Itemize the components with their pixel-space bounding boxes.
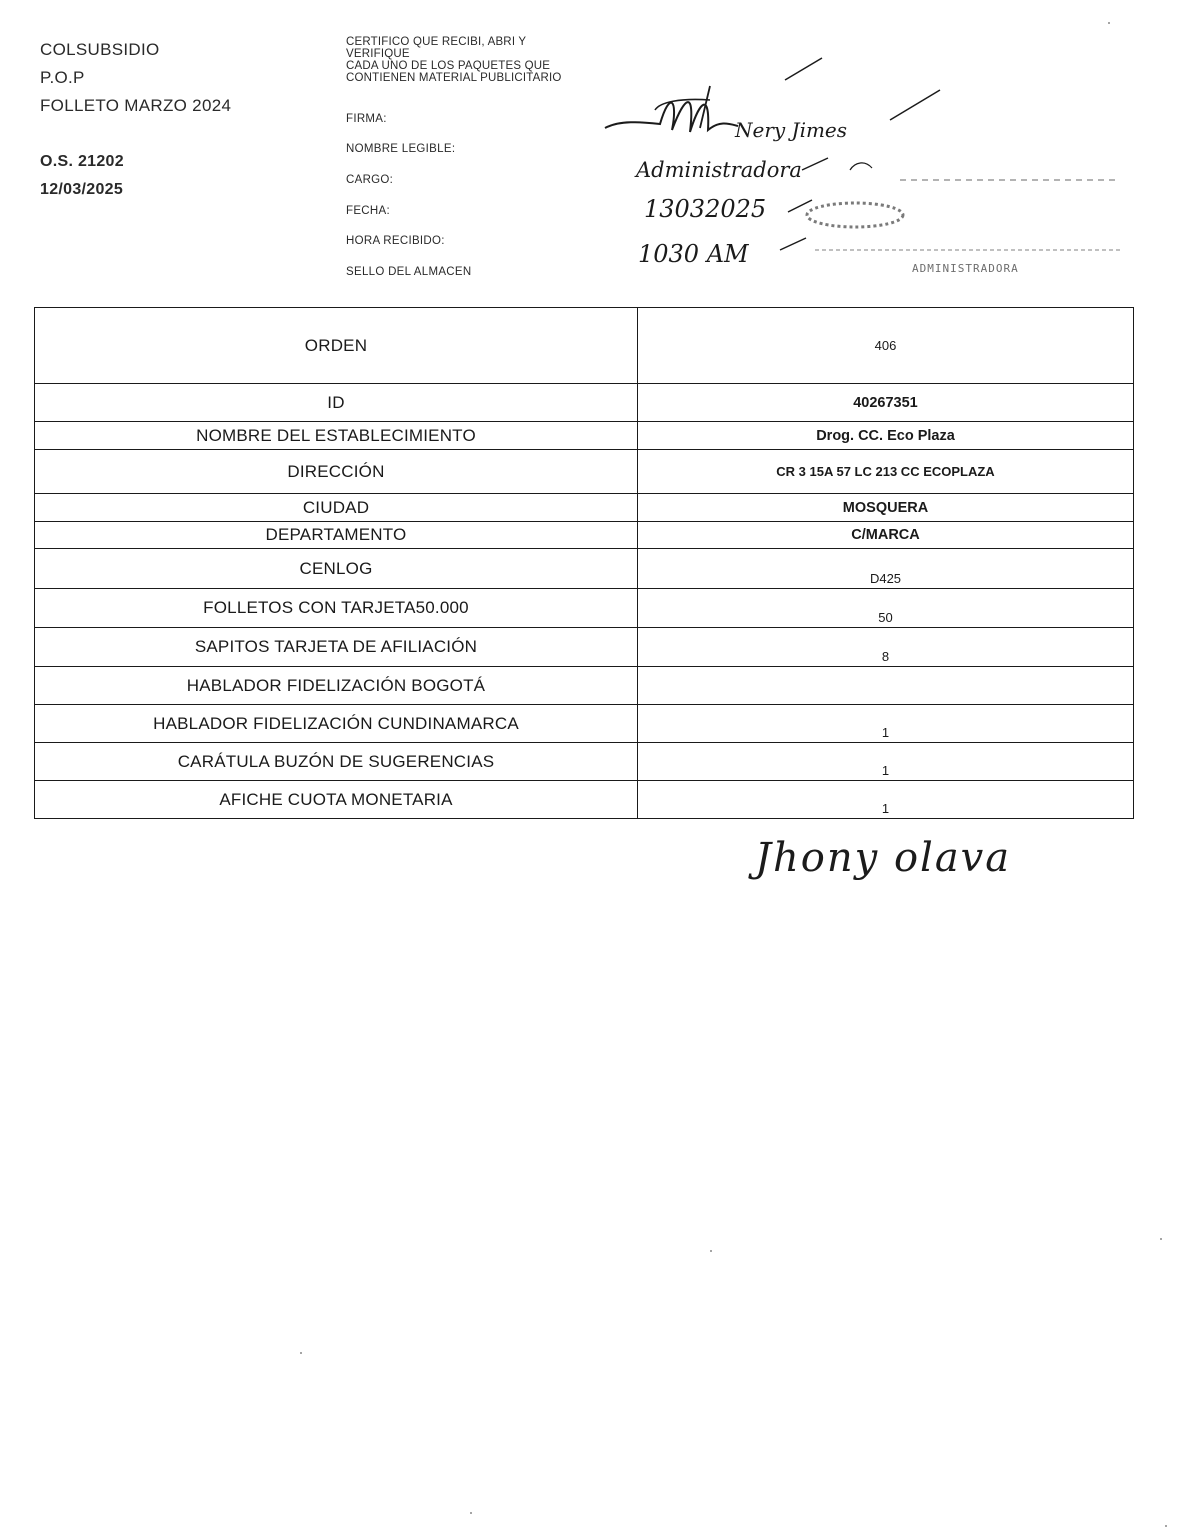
sello-label: SELLO DEL ALMACEN: [346, 266, 472, 278]
pop-label: P.O.P: [40, 68, 85, 87]
row-label: DEPARTAMENTO: [35, 522, 638, 549]
row-label: ORDEN: [35, 308, 638, 384]
row-value: CR 3 15A 57 LC 213 CC ECOPLAZA: [638, 450, 1134, 494]
handwritten-name: Nery Jimes: [735, 118, 848, 142]
row-label: CENLOG: [35, 549, 638, 589]
certificate-line: CONTIENEN MATERIAL PUBLICITARIO: [346, 72, 562, 84]
table-row: [35, 308, 1134, 384]
row-label: NOMBRE DEL ESTABLECIMIENTO: [35, 422, 638, 450]
row-label: SAPITOS TARJETA DE AFILIACIÓN: [35, 628, 638, 667]
row-label: HABLADOR FIDELIZACIÓN CUNDINAMARCA: [35, 705, 638, 743]
table-row: [35, 422, 1134, 450]
row-value: Drog. CC. Eco Plaza: [638, 422, 1134, 450]
row-value: 40267351: [638, 384, 1134, 422]
table-row: [35, 589, 1134, 628]
table-row: [35, 494, 1134, 522]
document-header: [40, 36, 231, 204]
row-label: HABLADOR FIDELIZACIÓN BOGOTÁ: [35, 667, 638, 705]
table-row: [35, 628, 1134, 667]
company-name: COLSUBSIDIO: [40, 40, 160, 59]
scan-speck: [1108, 22, 1110, 24]
table-row: [35, 384, 1134, 422]
scan-speck: [710, 1250, 712, 1252]
row-label: CARÁTULA BUZÓN DE SUGERENCIAS: [35, 743, 638, 781]
row-label: DIRECCIÓN: [35, 450, 638, 494]
scan-speck: [1165, 1525, 1167, 1527]
table-row: [35, 667, 1134, 705]
row-label: FOLLETOS CON TARJETA50.000: [35, 589, 638, 628]
table-row: [35, 522, 1134, 549]
row-value: 1: [638, 743, 1134, 781]
order-service-number: O.S. 21202: [40, 153, 124, 170]
folleto-title: FOLLETO MARZO 2024: [40, 96, 232, 115]
row-value: MOSQUERA: [638, 494, 1134, 522]
row-label: ID: [35, 384, 638, 422]
fecha-label: FECHA:: [346, 205, 390, 217]
row-value: C/MARCA: [638, 522, 1134, 549]
table-row: [35, 549, 1134, 589]
scan-speck: [470, 1512, 472, 1514]
certificate-line: VERIFIQUE: [346, 48, 410, 60]
row-value: 406: [638, 308, 1134, 384]
certificate-line: CERTIFICO QUE RECIBI, ABRI Y: [346, 36, 527, 48]
table-row: [35, 450, 1134, 494]
row-value: [638, 667, 1134, 705]
cargo-label: CARGO:: [346, 174, 394, 186]
document-date: 12/03/2025: [40, 181, 124, 198]
row-value: 50: [638, 589, 1134, 628]
scan-speck: [1160, 1238, 1162, 1240]
hora-label: HORA RECIBIDO:: [346, 235, 445, 247]
firma-label: FIRMA:: [346, 113, 387, 125]
handwritten-fecha: 13032025: [644, 195, 767, 223]
row-value: 1: [638, 705, 1134, 743]
receiver-signature: Jhony olava: [755, 835, 1012, 881]
order-table: [34, 307, 1134, 819]
row-label: AFICHE CUOTA MONETARIA: [35, 781, 638, 819]
table-row: [35, 743, 1134, 781]
certificate-line: CADA UNO DE LOS PAQUETES QUE: [346, 60, 551, 72]
row-label: CIUDAD: [35, 494, 638, 522]
handwritten-hora: 1030 AM: [638, 240, 749, 268]
table-row: [35, 705, 1134, 743]
handwritten-cargo: Administradora: [636, 158, 802, 182]
scan-speck: [300, 1352, 302, 1354]
row-value: D425: [638, 549, 1134, 589]
row-value: 8: [638, 628, 1134, 667]
row-value: 1: [638, 781, 1134, 819]
table-row: [35, 781, 1134, 819]
nombre-label: NOMBRE LEGIBLE:: [346, 143, 456, 155]
store-stamp: ADMINISTRADORA: [912, 262, 1019, 275]
